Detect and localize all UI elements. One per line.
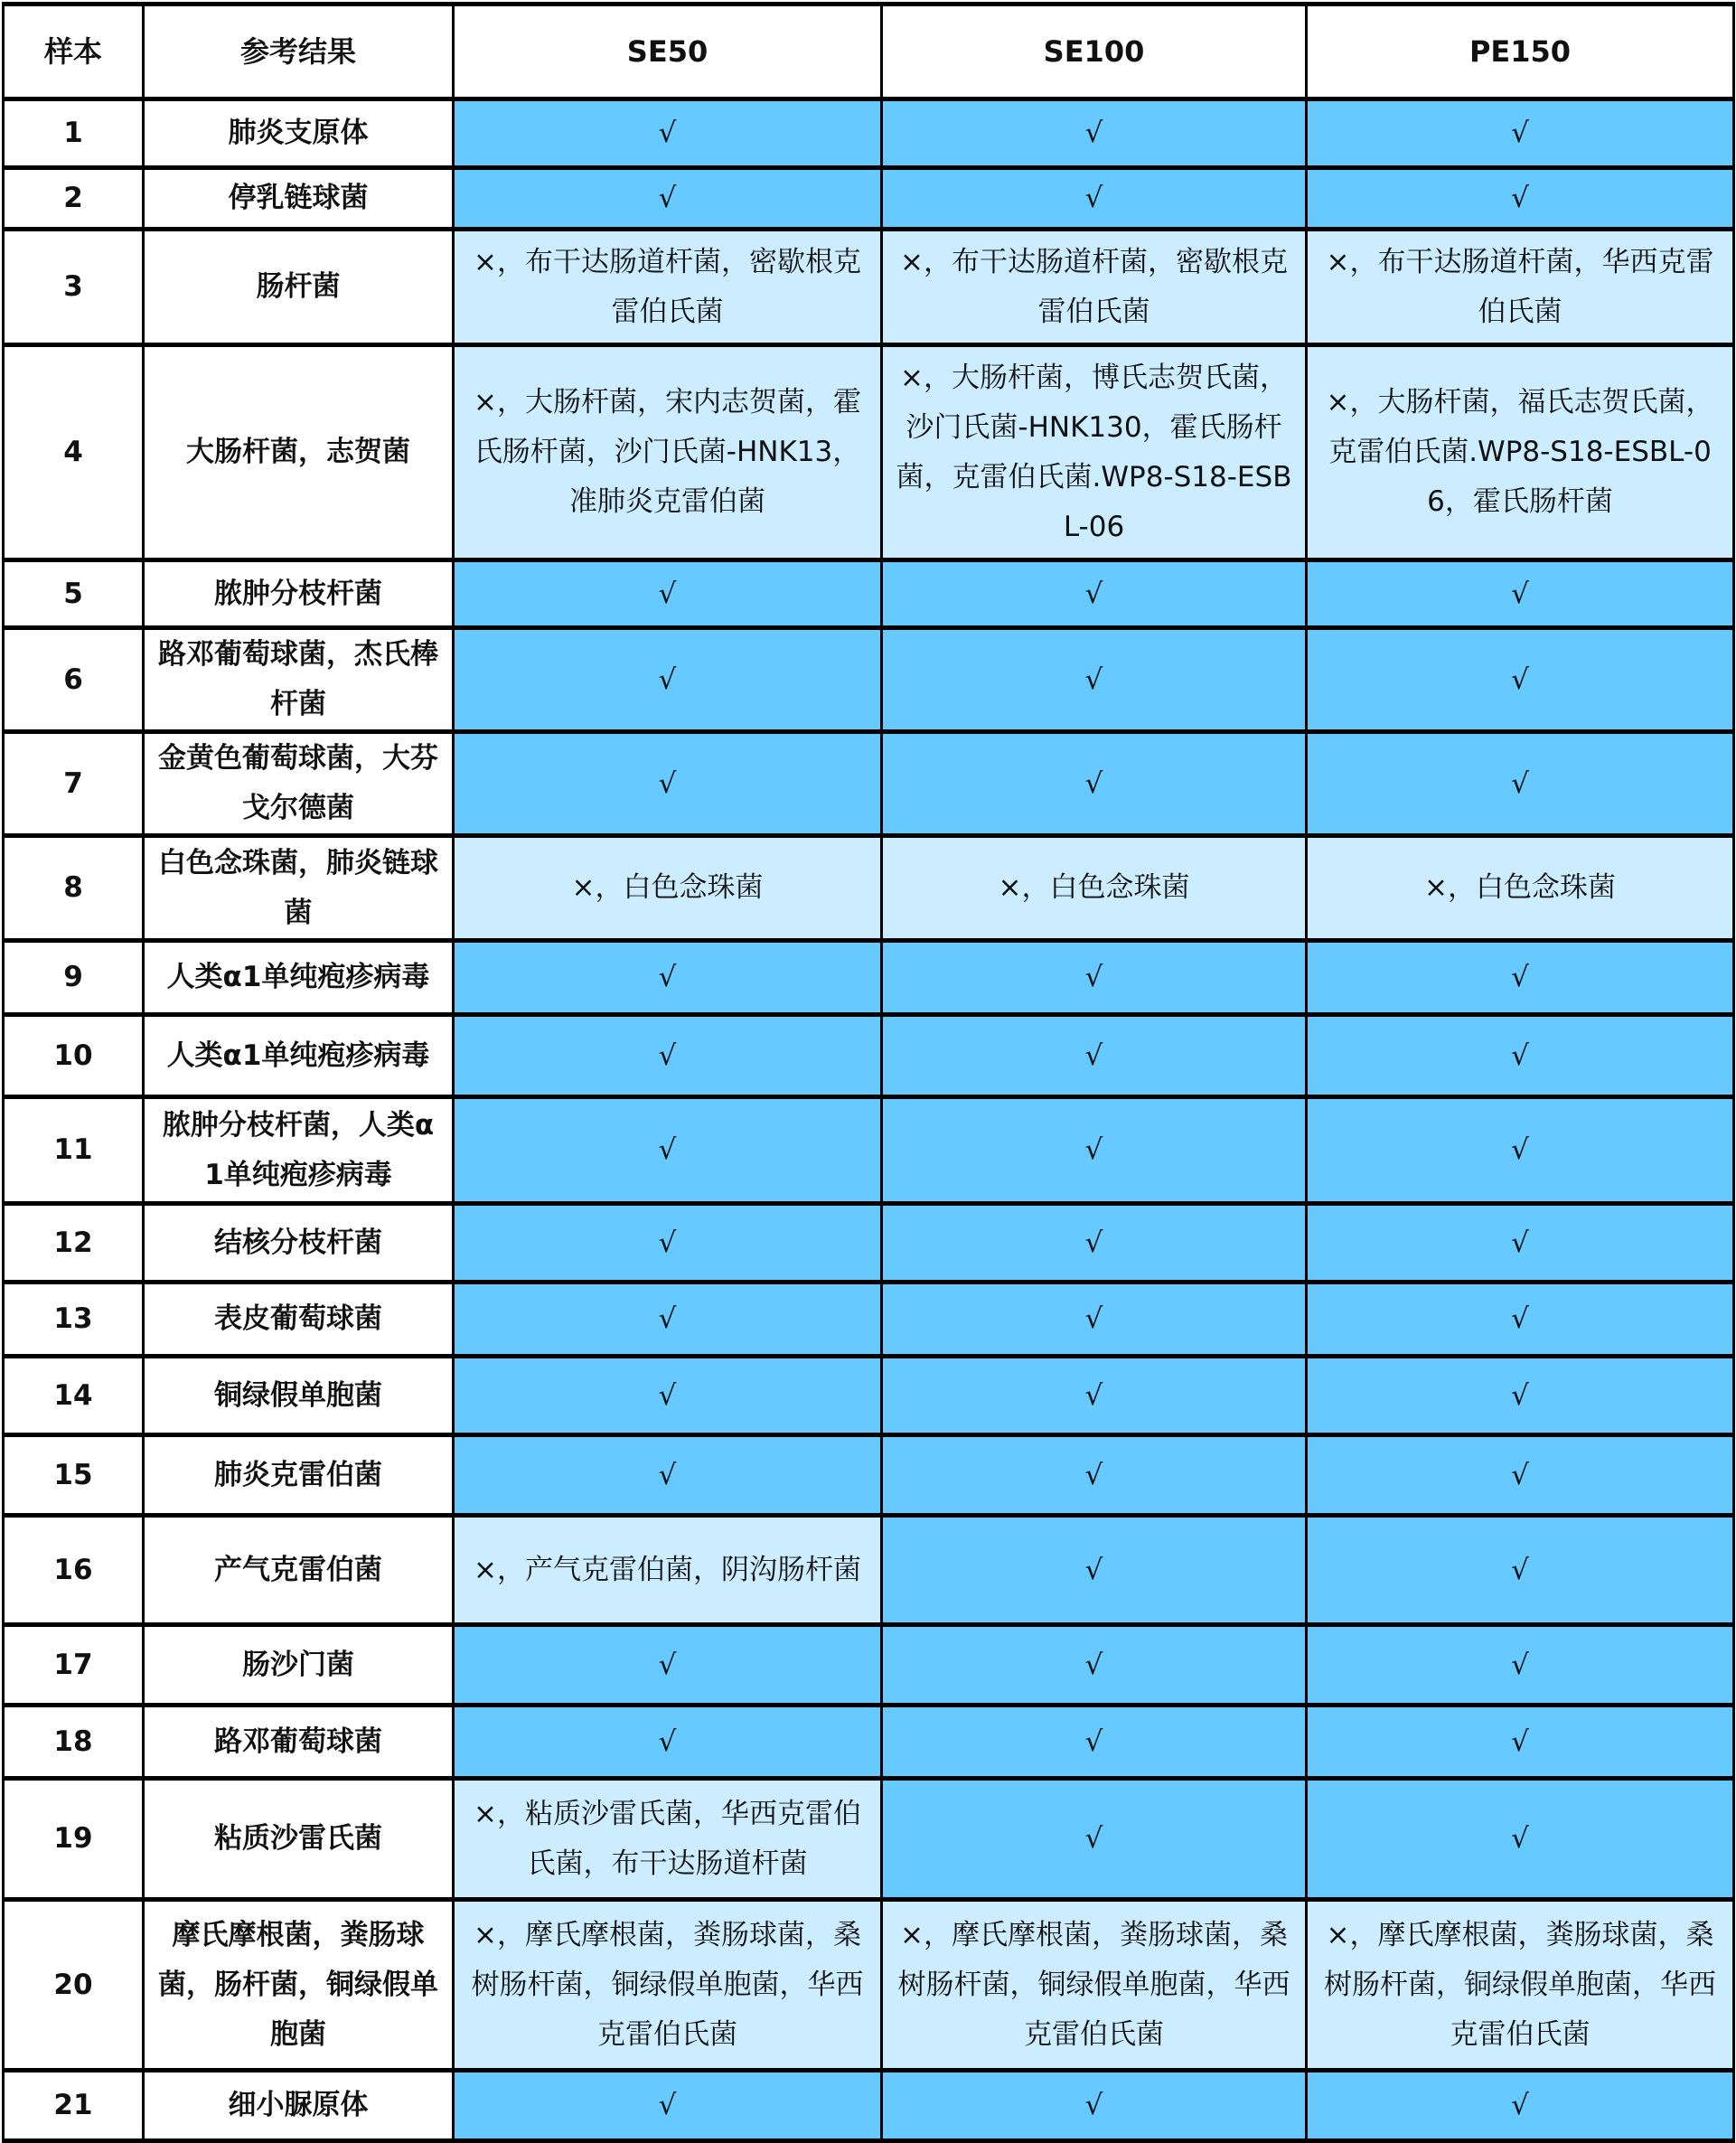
se100-result-cell: √ xyxy=(882,560,1307,628)
reference-result-cell: 细小脲原体 xyxy=(144,2071,454,2141)
pe150-result-cell: ×，摩氏摩根菌，粪肠球菌，桑树肠杆菌，铜绿假单胞菌，华西克雷伯氏菌 xyxy=(1307,1900,1734,2071)
se50-result-cell: √ xyxy=(454,1625,882,1706)
sample-number-cell: 20 xyxy=(4,1900,144,2071)
table-row xyxy=(4,168,1734,230)
header-sample: 样本 xyxy=(4,5,144,99)
sample-number-cell: 5 xyxy=(4,560,144,628)
header-pe150: PE150 xyxy=(1307,5,1734,99)
pe150-result-cell: √ xyxy=(1307,2071,1734,2141)
reference-result-cell: 产气克雷伯菌 xyxy=(144,1516,454,1625)
table-row xyxy=(4,1779,1734,1900)
reference-result-cell: 肺炎支原体 xyxy=(144,99,454,168)
pe150-result-cell: √ xyxy=(1307,1435,1734,1516)
sample-number-cell: 6 xyxy=(4,628,144,732)
sample-number-cell: 2 xyxy=(4,168,144,230)
reference-result-cell: 大肠杆菌，志贺菌 xyxy=(144,345,454,560)
pe150-result-cell: √ xyxy=(1307,1516,1734,1625)
table-row xyxy=(4,1435,1734,1516)
pe150-result-cell: √ xyxy=(1307,1357,1734,1435)
pe150-result-cell: √ xyxy=(1307,628,1734,732)
pe150-result-cell: √ xyxy=(1307,1015,1734,1097)
se50-result-cell: √ xyxy=(454,628,882,732)
table-row xyxy=(4,99,1734,168)
se50-result-cell: √ xyxy=(454,168,882,230)
se100-result-cell: √ xyxy=(882,1779,1307,1900)
table-row xyxy=(4,1204,1734,1283)
pe150-result-cell: √ xyxy=(1307,168,1734,230)
table-row xyxy=(4,345,1734,560)
se50-result-cell: √ xyxy=(454,1283,882,1357)
se100-result-cell: √ xyxy=(882,1097,1307,1204)
se100-result-cell: √ xyxy=(882,1516,1307,1625)
results-table xyxy=(2,2,1735,2143)
header-se50: SE50 xyxy=(454,5,882,99)
reference-result-cell: 白色念珠菌，肺炎链球菌 xyxy=(144,836,454,941)
table-row xyxy=(4,1625,1734,1706)
reference-result-cell: 人类α1单纯疱疹病毒 xyxy=(144,1015,454,1097)
header-row xyxy=(4,5,1734,99)
sample-number-cell: 15 xyxy=(4,1435,144,1516)
se100-result-cell: ×，大肠杆菌，博氏志贺氏菌，沙门氏菌-HNK130，霍氏肠杆菌，克雷伯氏菌.WP8-S18-ESBL-06 xyxy=(882,345,1307,560)
pe150-result-cell: √ xyxy=(1307,99,1734,168)
se50-result-cell: ×，大肠杆菌，宋内志贺菌，霍氏肠杆菌，沙门氏菌-HNK13，准肺炎克雷伯菌 xyxy=(454,345,882,560)
se100-result-cell: √ xyxy=(882,628,1307,732)
pe150-result-cell: √ xyxy=(1307,941,1734,1015)
table-body xyxy=(4,99,1734,2141)
sample-number-cell: 13 xyxy=(4,1283,144,1357)
se50-result-cell: ×，摩氏摩根菌，粪肠球菌，桑树肠杆菌，铜绿假单胞菌，华西克雷伯氏菌 xyxy=(454,1900,882,2071)
se50-result-cell: √ xyxy=(454,560,882,628)
reference-result-cell: 结核分枝杆菌 xyxy=(144,1204,454,1283)
se50-result-cell: √ xyxy=(454,99,882,168)
se100-result-cell: ×，摩氏摩根菌，粪肠球菌，桑树肠杆菌，铜绿假单胞菌，华西克雷伯氏菌 xyxy=(882,1900,1307,2071)
se100-result-cell: ×，布干达肠道杆菌，密歇根克雷伯氏菌 xyxy=(882,230,1307,345)
reference-result-cell: 粘质沙雷氏菌 xyxy=(144,1779,454,1900)
se100-result-cell: √ xyxy=(882,1204,1307,1283)
reference-result-cell: 表皮葡萄球菌 xyxy=(144,1283,454,1357)
table-row xyxy=(4,836,1734,941)
se50-result-cell: ×，布干达肠道杆菌，密歇根克雷伯氏菌 xyxy=(454,230,882,345)
header-reference: 参考结果 xyxy=(144,5,454,99)
table-row xyxy=(4,230,1734,345)
reference-result-cell: 铜绿假单胞菌 xyxy=(144,1357,454,1435)
se100-result-cell: √ xyxy=(882,941,1307,1015)
se50-result-cell: √ xyxy=(454,1097,882,1204)
table-row xyxy=(4,2071,1734,2141)
reference-result-cell: 肺炎克雷伯菌 xyxy=(144,1435,454,1516)
pe150-result-cell: √ xyxy=(1307,1097,1734,1204)
se100-result-cell: √ xyxy=(882,168,1307,230)
pe150-result-cell: ×，白色念珠菌 xyxy=(1307,836,1734,941)
sample-number-cell: 12 xyxy=(4,1204,144,1283)
se100-result-cell: √ xyxy=(882,1625,1307,1706)
pe150-result-cell: √ xyxy=(1307,1204,1734,1283)
table-row xyxy=(4,560,1734,628)
sample-number-cell: 17 xyxy=(4,1625,144,1706)
pe150-result-cell: ×，布干达肠道杆菌，华西克雷伯氏菌 xyxy=(1307,230,1734,345)
table-row xyxy=(4,628,1734,732)
se50-result-cell: ×，产气克雷伯菌，阴沟肠杆菌 xyxy=(454,1516,882,1625)
sample-number-cell: 18 xyxy=(4,1706,144,1779)
pe150-result-cell: √ xyxy=(1307,560,1734,628)
table-row xyxy=(4,1015,1734,1097)
header-se100: SE100 xyxy=(882,5,1307,99)
se50-result-cell: √ xyxy=(454,1706,882,1779)
reference-result-cell: 肠沙门菌 xyxy=(144,1625,454,1706)
se50-result-cell: √ xyxy=(454,1357,882,1435)
table-row xyxy=(4,1706,1734,1779)
se100-result-cell: √ xyxy=(882,732,1307,836)
se100-result-cell: √ xyxy=(882,1706,1307,1779)
reference-result-cell: 脓肿分枝杆菌 xyxy=(144,560,454,628)
sample-number-cell: 19 xyxy=(4,1779,144,1900)
se100-result-cell: √ xyxy=(882,1357,1307,1435)
pe150-result-cell: ×，大肠杆菌，福氏志贺氏菌，克雷伯氏菌.WP8-S18-ESBL-06，霍氏肠杆菌 xyxy=(1307,345,1734,560)
se100-result-cell: √ xyxy=(882,1435,1307,1516)
se50-result-cell: √ xyxy=(454,1204,882,1283)
table-row xyxy=(4,732,1734,836)
pe150-result-cell: √ xyxy=(1307,1625,1734,1706)
reference-result-cell: 金黄色葡萄球菌，大芬戈尔德菌 xyxy=(144,732,454,836)
se50-result-cell: √ xyxy=(454,1015,882,1097)
sample-number-cell: 11 xyxy=(4,1097,144,1204)
reference-result-cell: 停乳链球菌 xyxy=(144,168,454,230)
sample-number-cell: 3 xyxy=(4,230,144,345)
table-row xyxy=(4,1357,1734,1435)
se100-result-cell: √ xyxy=(882,2071,1307,2141)
se50-result-cell: √ xyxy=(454,2071,882,2141)
reference-result-cell: 脓肿分枝杆菌，人类α1单纯疱疹病毒 xyxy=(144,1097,454,1204)
pe150-result-cell: √ xyxy=(1307,1706,1734,1779)
reference-result-cell: 肠杆菌 xyxy=(144,230,454,345)
reference-result-cell: 路邓葡萄球菌 xyxy=(144,1706,454,1779)
se50-result-cell: √ xyxy=(454,732,882,836)
se100-result-cell: √ xyxy=(882,99,1307,168)
sample-number-cell: 9 xyxy=(4,941,144,1015)
se50-result-cell: √ xyxy=(454,941,882,1015)
sample-number-cell: 10 xyxy=(4,1015,144,1097)
sample-number-cell: 14 xyxy=(4,1357,144,1435)
reference-result-cell: 路邓葡萄球菌，杰氏棒杆菌 xyxy=(144,628,454,732)
reference-result-cell: 人类α1单纯疱疹病毒 xyxy=(144,941,454,1015)
table-row xyxy=(4,1097,1734,1204)
table-row xyxy=(4,1283,1734,1357)
sample-number-cell: 4 xyxy=(4,345,144,560)
se100-result-cell: √ xyxy=(882,1015,1307,1097)
pe150-result-cell: √ xyxy=(1307,1283,1734,1357)
table-row xyxy=(4,1900,1734,2071)
sample-number-cell: 1 xyxy=(4,99,144,168)
table-row xyxy=(4,941,1734,1015)
se100-result-cell: √ xyxy=(882,1283,1307,1357)
sample-number-cell: 21 xyxy=(4,2071,144,2141)
se50-result-cell: ×，粘质沙雷氏菌，华西克雷伯氏菌，布干达肠道杆菌 xyxy=(454,1779,882,1900)
sample-number-cell: 8 xyxy=(4,836,144,941)
sample-number-cell: 16 xyxy=(4,1516,144,1625)
se100-result-cell: ×，白色念珠菌 xyxy=(882,836,1307,941)
se50-result-cell: √ xyxy=(454,1435,882,1516)
sample-number-cell: 7 xyxy=(4,732,144,836)
se50-result-cell: ×，白色念珠菌 xyxy=(454,836,882,941)
table-row xyxy=(4,1516,1734,1625)
pe150-result-cell: √ xyxy=(1307,1779,1734,1900)
pe150-result-cell: √ xyxy=(1307,732,1734,836)
reference-result-cell: 摩氏摩根菌，粪肠球菌，肠杆菌，铜绿假单胞菌 xyxy=(144,1900,454,2071)
